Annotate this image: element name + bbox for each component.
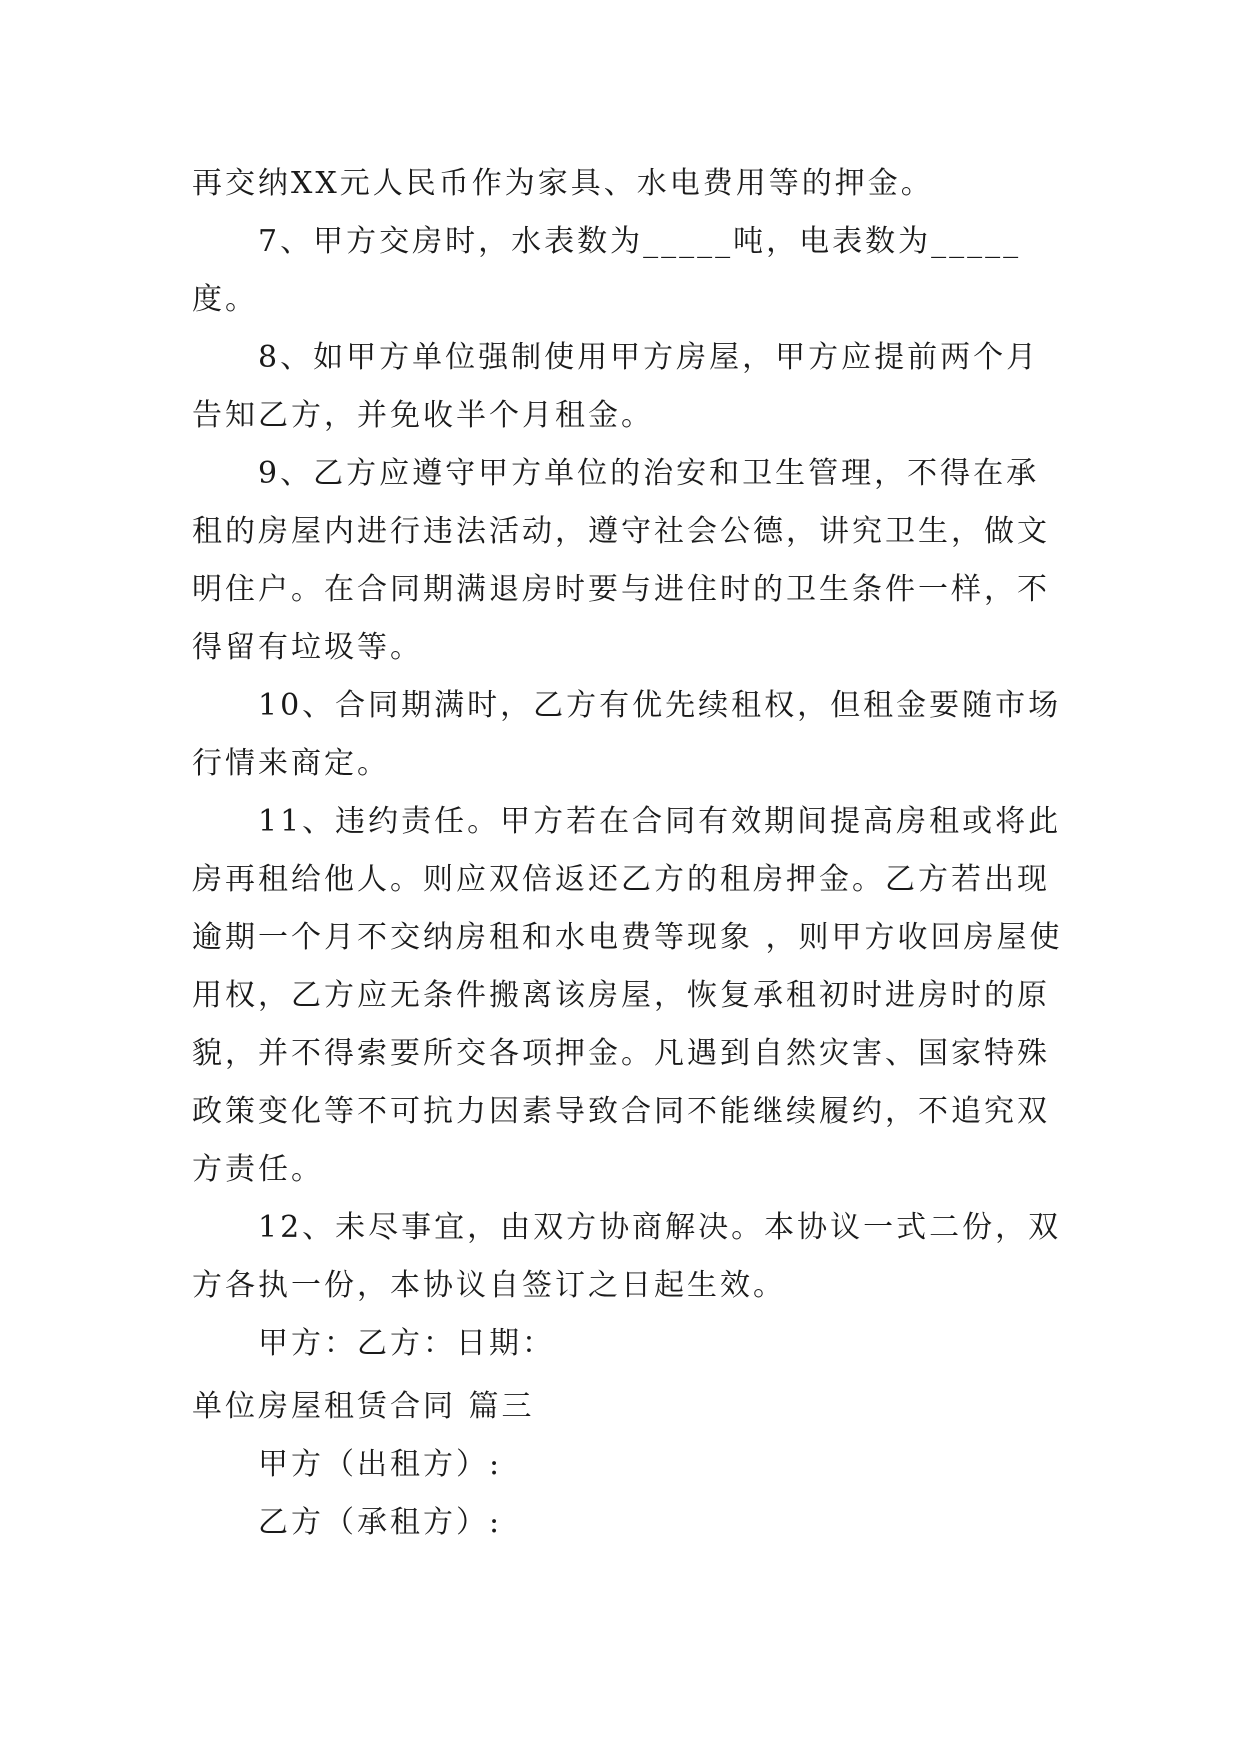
parties-block — [192, 1436, 1072, 1552]
section-title: 单位房屋租赁合同 篇三 — [192, 1389, 535, 1424]
paragraph-clause-10: 10、合同期满时，乙方有优先续租权，但租金要随市场行情来商定。 — [192, 688, 1062, 781]
paragraph-clause-11: 11、违约责任。甲方若在合同有效期间提高房租或将此房再租给他人。则应双倍返还乙方的租房押金。乙方若出现逾期一个月不交纳房租和水电费等现象 ，则甲方收回房屋使用权，乙方应无条件搬离该房屋，恢复承租初时进房时的原貌，并不得索要所交各项押金。凡遇到自然灾害、国家特殊政策变化等不可抗力因素导致合同不能继续履约，不追究双方责任。 — [192, 804, 1063, 1187]
contract-body — [192, 155, 1072, 1373]
party-a-label: 甲方（出租方）: — [258, 1447, 503, 1482]
party-b-label: 乙方（承租方）: — [258, 1505, 503, 1540]
paragraph-clause-9: 9、乙方应遵守甲方单位的治安和卫生管理，不得在承租的房屋内进行违法活动，遵守社会公德，讲究卫生，做文明住户。在合同期满退房时要与进住时的卫生条件一样，不得留有垃圾等。 — [192, 456, 1050, 665]
paragraph-clause-7: 7、甲方交房时，水表数为_____吨，电表数为_____度。 — [192, 224, 1022, 317]
paragraph-clause-12: 12、未尽事宜，由双方协商解决。本协议一式二份，双方各执一份，本协议自签订之日起生效。 — [192, 1210, 1062, 1303]
paragraph-deposit: 再交纳XX元人民币作为家具、水电费用等的押金。 — [192, 166, 934, 201]
signature-line: 甲方：乙方：日期： — [258, 1326, 555, 1361]
paragraph-clause-8: 8、如甲方单位强制使用甲方房屋，甲方应提前两个月告知乙方，并免收半个月租金。 — [192, 340, 1040, 433]
